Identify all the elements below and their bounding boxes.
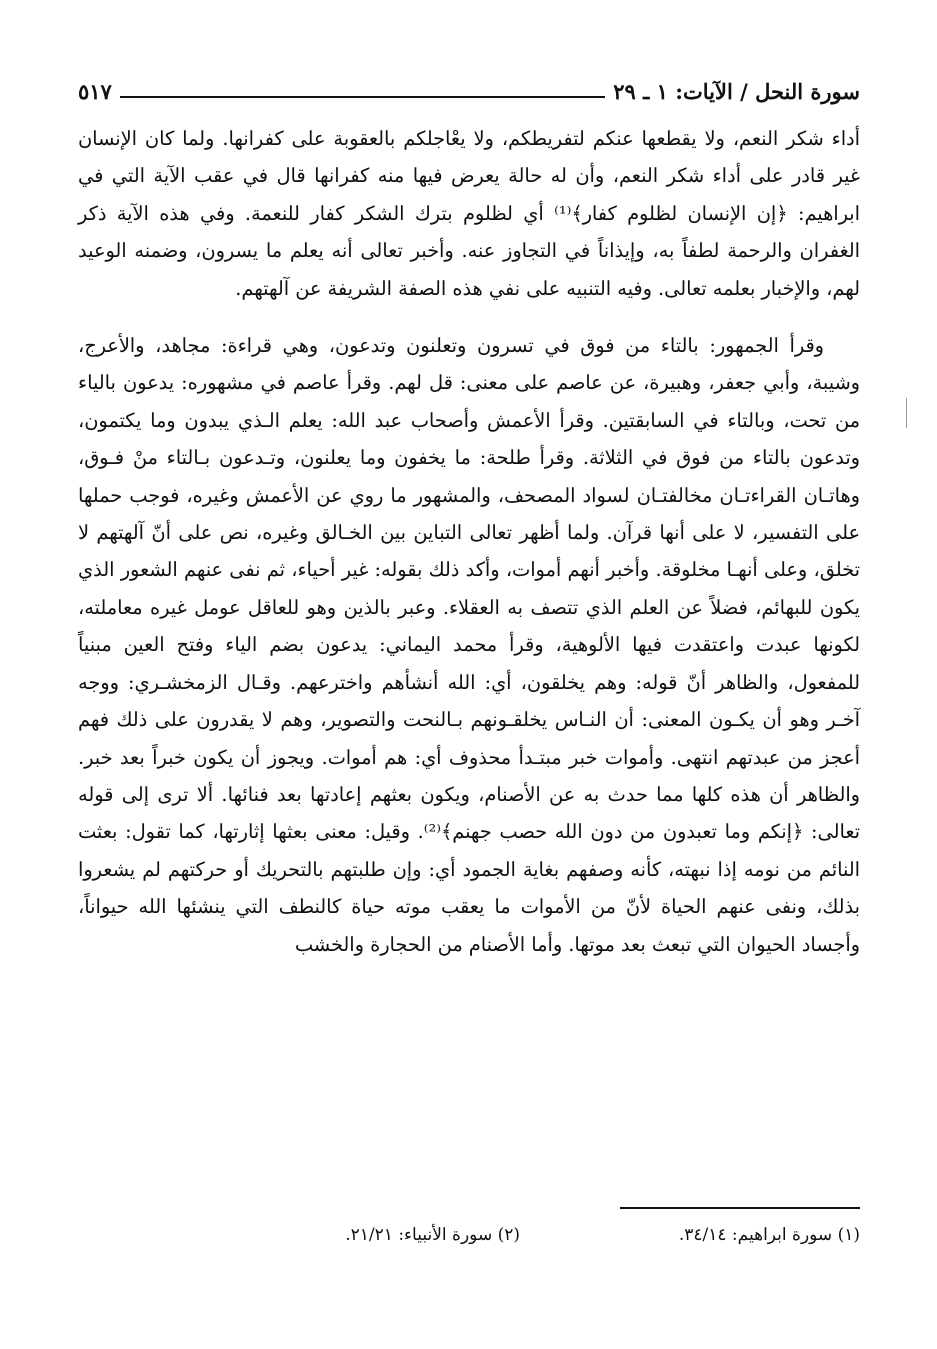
paragraph-2: وقرأ الجمهور: بالتاء من فوق في تسرون وتعلنون وتدعون، وهي قراءة: مجاهد، والأعرج، وشيبة، وأبي جعفر، وهبيرة، عن عاصم على معنى: قل لهم. وقرأ عاصم في مشهوره: يدعون بالياء من تحت، وبالتاء في السابقتين. وقرأ الأعمش وأصحاب عبد الله: يعلم الـذي يبدون وما يكتمون، وتدعون بالتاء من فوق في الثلاثة. وقرأ طلحة: ما يخفون وما يعلنون، وتـدعون بـالتاء منْ فـوق، وهاتـان القراءتـان مخالفتـان لسواد المصحف، والمشهور ما روي عن الأعمش وغيره، فوجب حملها على التفسير، لا على أنها قرآن. ولما أظهر تعالى التباين بين الخـالق وغيره، نص على أنّ آلهتهم لا تخلق، وعلى أنهـا مخلوقة. وأخبر أنهم أموات، وأكد ذلك بقوله: غير أحياء، ثم نفى عنهم الشعور الذي يكون للبهائم، فضلاً عن العلم الذي تتصف به العقلاء. وعبر بالذين وهو للعاقل عومل غيره معاملته، لكونها عبدت واعتقدت فيها الألوهية، وقرأ محمد اليماني: يدعون بضم الياء وفتح العين مبنياً للمفعول، والظاهر أنّ قوله: وهم يخلقون، أي: الله أنشأهم واخترعهم. وقـال الزمخشـري: ووجه آخـر وهو أن يكـون المعنى: أن النـاس يخلقـونهم بـالنحت والتصوير، وهم لا يقدرون على ذلك فهم أعجز من عبدتهم انتهى. وأموات خبر مبتـدأ محذوف أي: هم أموات. ويجوز أن يكون خبراً بعد خبر. والظاهر أن هذه كلها مما حدث به عن الأصنام، ويكون بعثهم إعادتها بعد فنائها. ألا ترى إلى قوله تعالى: ﴿إنكم وما تعبدون من دون الله حصب جهنم﴾⁽²⁾. وقيل: معنى بعثها إثارتها، كما تقول: بعثت النائم من نومه إذا نبهته، كأنه وصفهم بغاية الجمود أي: وإن طلبتهم بالتحريك أو حركتهم لم يشعروا بذلك، ونفى عنهم الحياة لأنّ من الأموات ما يعقب موته حياة كالنطف التي ينشئها الله حيواناً، وأجساد الحيوان التي تبعث بعد موتها. وأما الأصنام من الحجارة والخشب	[78, 334, 861, 956]
footnote-rule	[620, 1207, 860, 1209]
footnote-2: (٢) سورة الأنبياء: ٢١/٢١.	[345, 1225, 520, 1245]
paragraph-1: أداء شكر النعم، ولا يقطعها عنكم لتفريطكم، ولا يعْاجلكم بالعقوبة على كفرانها. ولما كان الإنسان غير قادر على أداء شكر النعم، وأن له حالة يعرض فيها منه كفرانها قال في عقب الآية التي في ابراهيم: ﴿إن الإنسان لظلوم كفار﴾⁽¹⁾ أي لظلوم بترك الشكر كفار للنعمة. وفي هذه الآية ذكر الغفران والرحمة لطفاً به، وإيذاناً في التجاوز عنه. وأخبر تعالى أنه يعلم ما يسرون، وضمنه الوعيد لهم، والإخبار بعلمه تعالى. وفيه التنبيه على نفي هذه الصفة الشريفة عن آلهتهم.	[78, 127, 860, 300]
page-number: ٥١٧	[78, 79, 112, 104]
book-page	[78, 70, 860, 1310]
footnotes	[78, 1222, 860, 1248]
header-title: سورة النحل / الآيات: ١ ـ ٢٩	[613, 79, 860, 104]
running-header	[78, 70, 860, 106]
main-text	[78, 120, 860, 963]
header-rule	[120, 96, 605, 98]
paragraph-gap	[78, 307, 860, 327]
footnote-1: (١) سورة ابراهيم: ٣٤/١٤.	[678, 1225, 860, 1245]
margin-mark	[906, 398, 909, 428]
